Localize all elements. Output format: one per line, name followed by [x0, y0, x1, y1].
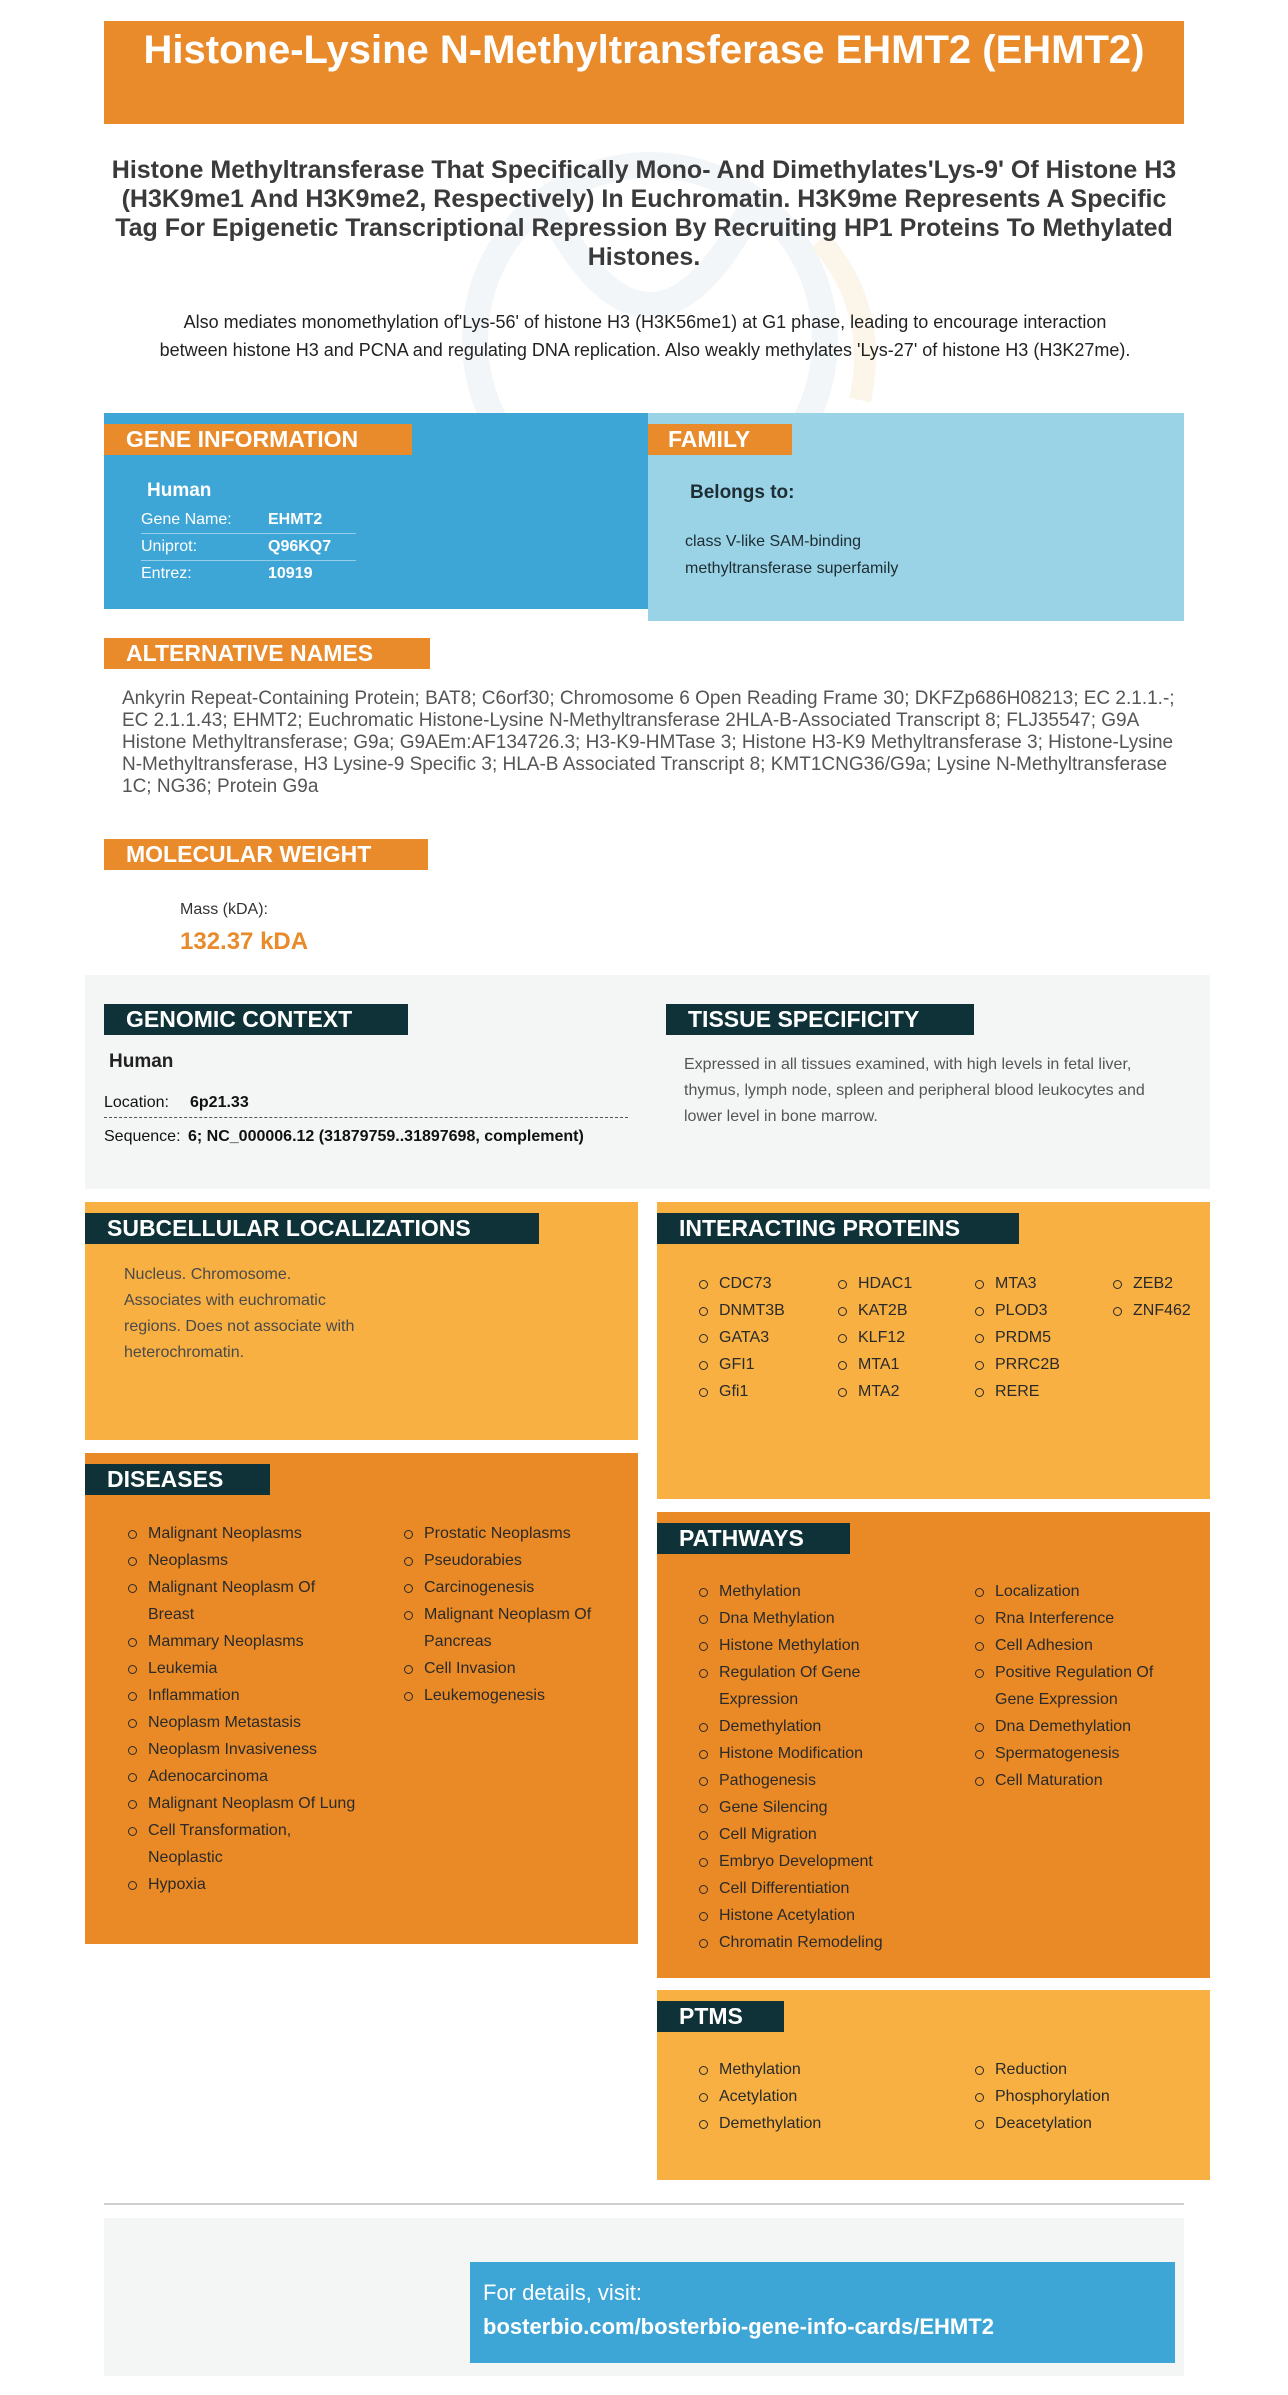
tissue-specificity-text: Expressed in all tissues examined, with high levels in fetal liver, thymus, lymph node, spleen and peripheral blood leukocytes and lower level in bone marrow.	[684, 1056, 1145, 1125]
list-item: Malignant Neoplasm Of Lung	[124, 1790, 364, 1817]
list-item: Cell Migration	[695, 1821, 935, 1848]
ptms-col-2	[971, 2056, 1196, 2137]
gene-name-row	[141, 506, 356, 534]
mass-label: Mass (kDA):	[180, 901, 268, 918]
family-belongs-label: Belongs to:	[690, 482, 795, 503]
list-item: Neoplasm Metastasis	[124, 1709, 364, 1736]
list-item: PRRC2B	[971, 1351, 1060, 1378]
list-item: Localization	[971, 1578, 1196, 1605]
page-title: Histone-Lysine N-Methyltransferase EHMT2 (EHMT2)	[104, 21, 1184, 124]
list-item: Mammary Neoplasms	[124, 1628, 364, 1655]
list-item: Cell Invasion	[400, 1655, 625, 1682]
ptms-heading: PTMS	[657, 2001, 784, 2032]
list-item: Pseudorabies	[400, 1547, 625, 1574]
list-item: RERE	[971, 1378, 1060, 1405]
list-item: MTA3	[971, 1270, 1060, 1297]
list-item: MTA1	[834, 1351, 912, 1378]
list-item: Carcinogenesis	[400, 1574, 625, 1601]
list-item: Malignant Neoplasms	[124, 1520, 364, 1547]
list-item: GATA3	[695, 1324, 785, 1351]
list-item: Positive Regulation Of Gene Expression	[971, 1659, 1196, 1713]
list-item: Regulation Of Gene Expression	[695, 1659, 935, 1713]
mass-value: 132.37 kDA	[180, 928, 309, 955]
interacting-proteins-col-2	[834, 1270, 912, 1405]
genomic-species: Human	[109, 1051, 174, 1072]
list-item: Histone Methylation	[695, 1632, 935, 1659]
uniprot-value: Q96KQ7	[268, 538, 332, 555]
list-item: Embryo Development	[695, 1848, 935, 1875]
details-url-link[interactable]: bosterbio.com/bosterbio-gene-info-cards/EHMT2	[483, 2314, 994, 2339]
gene-information-heading: GENE INFORMATION	[104, 424, 412, 455]
list-item: Gfi1	[695, 1378, 785, 1405]
list-item: KAT2B	[834, 1297, 912, 1324]
list-item: Malignant Neoplasm Of Pancreas	[400, 1601, 625, 1655]
pathways-heading: PATHWAYS	[657, 1523, 850, 1554]
alternative-names-heading: ALTERNATIVE NAMES	[104, 638, 430, 669]
uniprot-label: Uniprot:	[141, 538, 198, 555]
list-item: Adenocarcinoma	[124, 1763, 364, 1790]
list-item: Reduction	[971, 2056, 1196, 2083]
list-item: Gene Silencing	[695, 1794, 935, 1821]
entrez-value: 10919	[268, 565, 313, 582]
sequence-label: Sequence:	[104, 1128, 181, 1145]
gene-name-label: Gene Name:	[141, 511, 232, 528]
interacting-proteins-col-4	[1109, 1270, 1191, 1324]
pathways-col-2	[971, 1578, 1196, 1794]
diseases-col-2	[400, 1520, 625, 1709]
list-item: Hypoxia	[124, 1871, 364, 1898]
ptms-col-1	[695, 2056, 935, 2137]
family-text: class V-like SAM-binding methyltransferase superfamily	[685, 533, 899, 577]
family-heading: FAMILY	[648, 424, 792, 455]
list-item: GFI1	[695, 1351, 785, 1378]
alternative-names-text: Ankyrin Repeat-Containing Protein; BAT8; C6orf30; Chromosome 6 Open Reading Frame 30; DKFZp686H08213; EC 2.1.1.-; EC 2.1.1.43; EHMT2; Euchromatic Histone-Lysine N-Methyltransferase 2HLA-B-Associated Transcript 8; FLJ35547; G9A Histone Methyltransferase; G9a; G9AEm:AF134726.3; H3-K9-HMTase 3; Histone H3-K9 Methyltransferase 3; Histone-Lysine N-Methyltransferase, H3 Lysine-9 Specific 3; HLA-B Associated Transcript 8; KMT1CNG36/G9a; Lysine N-Methyltransferase 1C; NG36; Protein G9a	[122, 688, 1175, 797]
list-item: Demethylation	[695, 2110, 935, 2137]
pathways-col-1	[695, 1578, 935, 1956]
list-item: PRDM5	[971, 1324, 1060, 1351]
list-item: ZEB2	[1109, 1270, 1191, 1297]
list-item: ZNF462	[1109, 1297, 1191, 1324]
interacting-proteins-heading: INTERACTING PROTEINS	[657, 1213, 1019, 1244]
list-item: Phosphorylation	[971, 2083, 1196, 2110]
entrez-row	[141, 560, 356, 588]
list-item: CDC73	[695, 1270, 785, 1297]
subcellular-text: Nucleus. Chromosome. Associates with euchromatic regions. Does not associate with heterochromatin.	[124, 1266, 355, 1361]
list-item: Deacetylation	[971, 2110, 1196, 2137]
details-link-box[interactable]	[470, 2262, 1175, 2363]
diseases-heading: DISEASES	[85, 1464, 270, 1495]
list-item: Dna Demethylation	[971, 1713, 1196, 1740]
list-item: Neoplasm Invasiveness	[124, 1736, 364, 1763]
diseases-col-1	[124, 1520, 364, 1898]
subcellular-heading: SUBCELLULAR LOCALIZATIONS	[85, 1213, 539, 1244]
list-item: Pathogenesis	[695, 1767, 935, 1794]
list-item: MTA2	[834, 1378, 912, 1405]
list-item: Histone Modification	[695, 1740, 935, 1767]
location-value: 6p21.33	[190, 1094, 249, 1111]
list-item: Prostatic Neoplasms	[400, 1520, 625, 1547]
list-item: HDAC1	[834, 1270, 912, 1297]
list-item: Dna Methylation	[695, 1605, 935, 1632]
list-item: Malignant Neoplasm Of Breast	[124, 1574, 364, 1628]
list-item: Demethylation	[695, 1713, 935, 1740]
location-row	[104, 1086, 628, 1118]
list-item: Rna Interference	[971, 1605, 1196, 1632]
list-item: Cell Differentiation	[695, 1875, 935, 1902]
protein-description: Also mediates monomethylation of'Lys-56' of histone H3 (H3K56me1) at G1 phase, leading to encourage interaction between histone H3 and PCNA and regulating DNA replication. Also weakly methylates 'Lys-27' of histone H3 (H3K27me).	[159, 312, 1131, 360]
list-item: Spermatogenesis	[971, 1740, 1196, 1767]
details-label: For details, visit:	[483, 2280, 642, 2305]
molecular-weight-heading: MOLECULAR WEIGHT	[104, 839, 428, 870]
list-item: Methylation	[695, 1578, 935, 1605]
list-item: PLOD3	[971, 1297, 1060, 1324]
uniprot-row	[141, 533, 356, 561]
list-item: Inflammation	[124, 1682, 364, 1709]
gene-name-value: EHMT2	[268, 511, 323, 528]
list-item: Acetylation	[695, 2083, 935, 2110]
tissue-specificity-heading: TISSUE SPECIFICITY	[666, 1004, 974, 1035]
list-item: Neoplasms	[124, 1547, 364, 1574]
protein-function-summary: Histone Methyltransferase That Specifically Mono- And Dimethylates'Lys-9' Of Histone H3 (H3K9me1 And H3K9me2, Respectively) In Euchromatin. H3K9me Represents A Specific Tag For Epigenetic Transcriptional Repression By Recruiting HP1 Proteins To Methylated Histones.	[111, 156, 1177, 271]
list-item: Histone Acetylation	[695, 1902, 935, 1929]
gene-species: Human	[147, 480, 212, 501]
list-item: Chromatin Remodeling	[695, 1929, 935, 1956]
sequence-value: 6; NC_000006.12 (31879759..31897698, complement)	[188, 1128, 584, 1145]
list-item: Leukemia	[124, 1655, 364, 1682]
list-item: Cell Transformation, Neoplastic	[124, 1817, 364, 1871]
list-item: Leukemogenesis	[400, 1682, 625, 1709]
footer-divider	[104, 2203, 1184, 2205]
list-item: Methylation	[695, 2056, 935, 2083]
list-item: DNMT3B	[695, 1297, 785, 1324]
interacting-proteins-col-3	[971, 1270, 1060, 1405]
list-item: KLF12	[834, 1324, 912, 1351]
list-item: Cell Maturation	[971, 1767, 1196, 1794]
genomic-context-heading: GENOMIC CONTEXT	[104, 1004, 408, 1035]
list-item: Cell Adhesion	[971, 1632, 1196, 1659]
sequence-row	[104, 1120, 628, 1152]
location-label: Location:	[104, 1094, 169, 1111]
entrez-label: Entrez:	[141, 565, 192, 582]
interacting-proteins-col-1	[695, 1270, 785, 1405]
